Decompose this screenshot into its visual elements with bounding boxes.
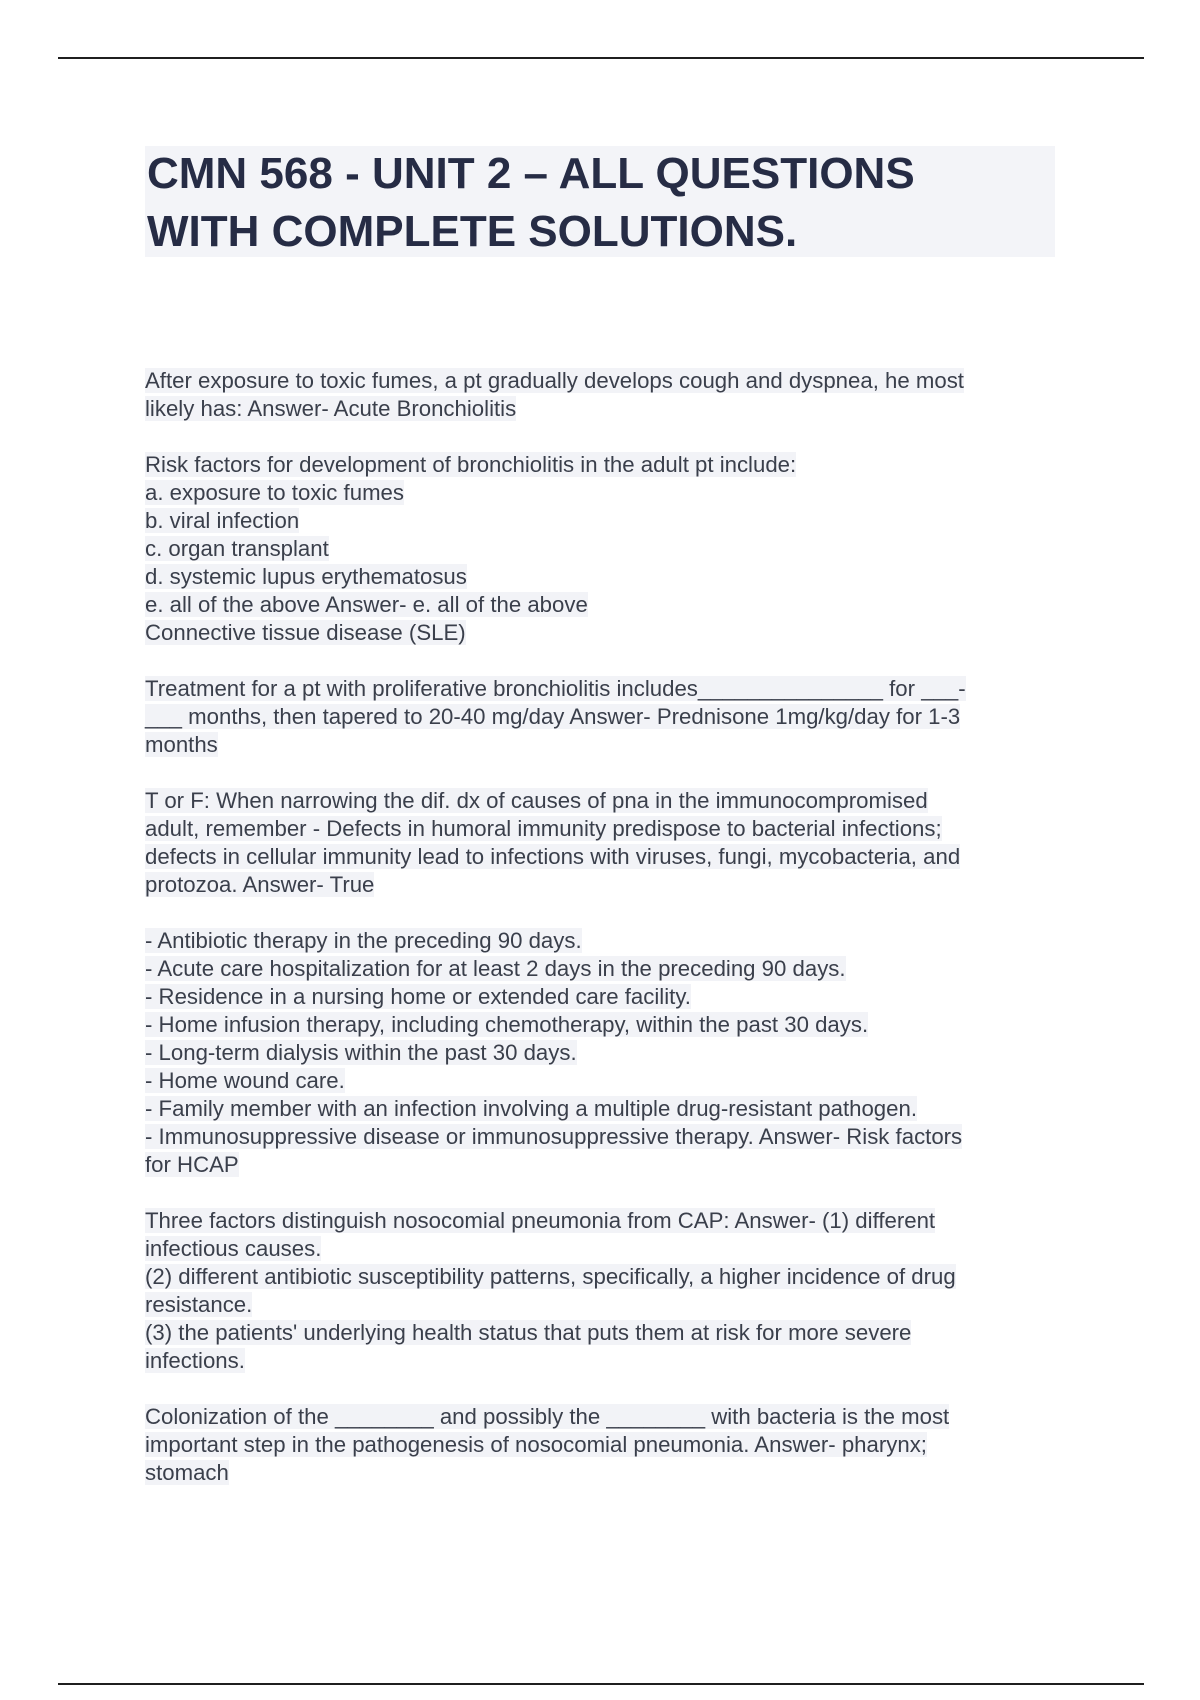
question-6 xyxy=(145,1207,1055,1375)
text-line: (3) the patients' underlying health status that puts them at risk for more severe xyxy=(145,1320,912,1345)
question-3 xyxy=(145,675,1055,759)
question-4 xyxy=(145,787,1055,899)
text-line: resistance. xyxy=(145,1292,253,1317)
text-line: T or F: When narrowing the dif. dx of causes of pna in the immunocompromised xyxy=(145,788,928,813)
text-line: Three factors distinguish nosocomial pneumonia from CAP: Answer- (1) different xyxy=(145,1208,936,1233)
question-7 xyxy=(145,1403,1055,1487)
text-line: months xyxy=(145,732,218,757)
text-line: - Antibiotic therapy in the preceding 90 days. xyxy=(145,928,582,953)
text-line: defects in cellular immunity lead to infections with viruses, fungi, mycobacteria, and xyxy=(145,844,961,869)
bottom-divider xyxy=(58,1683,1144,1685)
text-line: Risk factors for development of bronchiolitis in the adult pt include: xyxy=(145,452,797,477)
text-line: adult, remember - Defects in humoral immunity predispose to bacterial infections; xyxy=(145,816,942,841)
question-2 xyxy=(145,451,1055,647)
title-line-2: WITH COMPLETE SOLUTIONS. xyxy=(147,207,798,256)
text-line: ___ months, then tapered to 20-40 mg/day Answer- Prednisone 1mg/kg/day for 1-3 xyxy=(145,704,961,729)
text-line: stomach xyxy=(145,1460,229,1485)
text-line: c. organ transplant xyxy=(145,536,329,561)
text-line: - Home wound care. xyxy=(145,1068,345,1093)
text-line: protozoa. Answer- True xyxy=(145,872,375,897)
text-line: - Residence in a nursing home or extended care facility. xyxy=(145,984,691,1009)
question-5 xyxy=(145,927,1055,1179)
text-line: important step in the pathogenesis of nosocomial pneumonia. Answer- pharynx; xyxy=(145,1432,927,1457)
text-line: b. viral infection xyxy=(145,508,300,533)
text-line: Colonization of the ________ and possibly the ________ with bacteria is the most xyxy=(145,1404,950,1429)
top-divider xyxy=(58,57,1144,59)
text-line: - Immunosuppressive disease or immunosuppressive therapy. Answer- Risk factors xyxy=(145,1124,963,1149)
text-line: infectious causes. xyxy=(145,1236,322,1261)
text-line: d. systemic lupus erythematosus xyxy=(145,564,467,589)
document-title xyxy=(145,146,1055,257)
document-body xyxy=(145,367,1055,1487)
text-line: - Long-term dialysis within the past 30 days. xyxy=(145,1040,577,1065)
text-line: Connective tissue disease (SLE) xyxy=(145,620,466,645)
question-1 xyxy=(145,367,1055,423)
text-line: (2) different antibiotic susceptibility patterns, specifically, a higher incidence of drug xyxy=(145,1264,956,1289)
text-line: e. all of the above Answer- e. all of the above xyxy=(145,592,588,617)
text-line: a. exposure to toxic fumes xyxy=(145,480,404,505)
text-line: - Home infusion therapy, including chemotherapy, within the past 30 days. xyxy=(145,1012,869,1037)
text-line: infections. xyxy=(145,1348,245,1373)
text-line: - Family member with an infection involving a multiple drug-resistant pathogen. xyxy=(145,1096,917,1121)
title-line-1: CMN 568 - UNIT 2 – ALL QUESTIONS xyxy=(147,149,915,198)
text-line: likely has: Answer- Acute Bronchiolitis xyxy=(145,396,517,421)
text-line: for HCAP xyxy=(145,1152,239,1177)
text-line: After exposure to toxic fumes, a pt gradually develops cough and dyspnea, he most xyxy=(145,368,964,393)
text-line: Treatment for a pt with proliferative bronchiolitis includes_______________ for ___- xyxy=(145,676,966,701)
text-line: - Acute care hospitalization for at least 2 days in the preceding 90 days. xyxy=(145,956,846,981)
